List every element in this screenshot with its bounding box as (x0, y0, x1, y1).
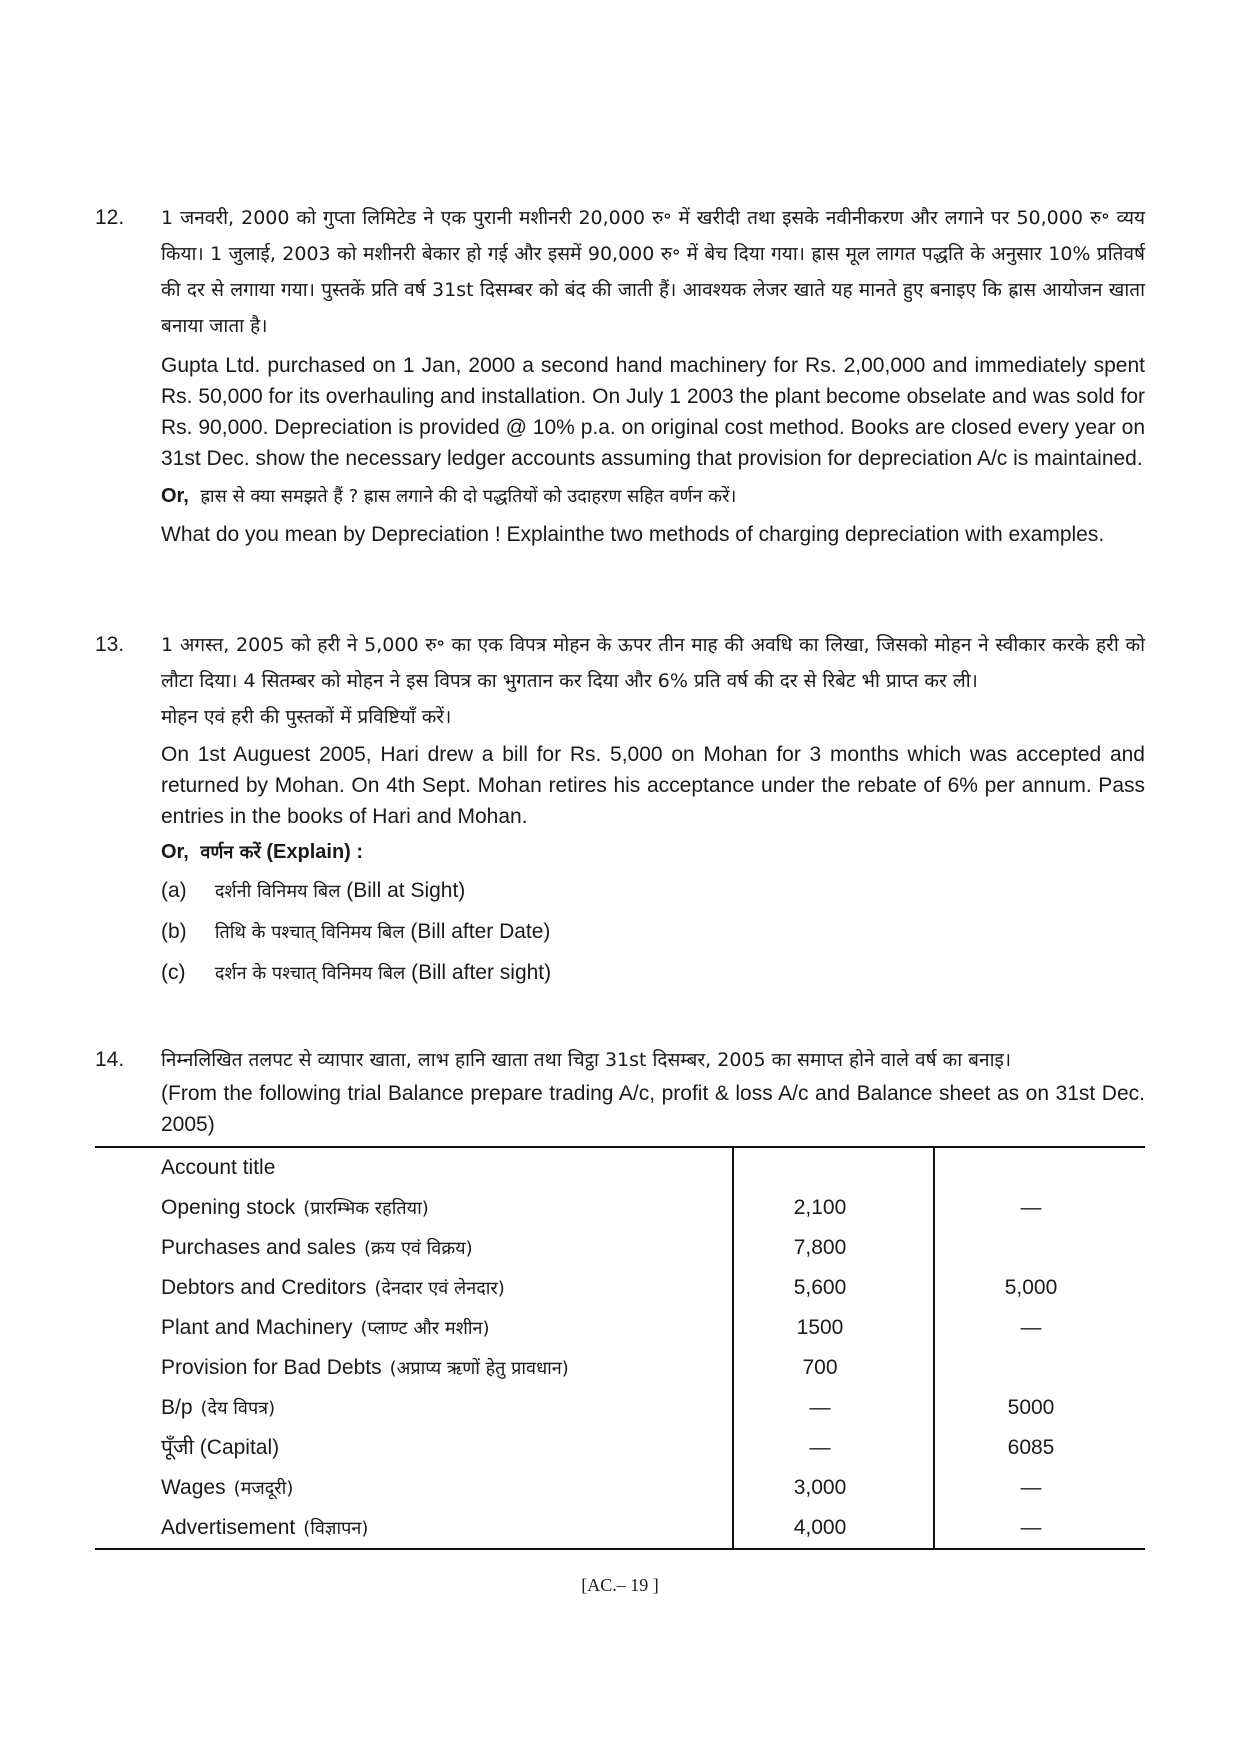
question-number: 12. (95, 206, 125, 229)
debit-cell: 2,100 (793, 1196, 847, 1219)
sub-item-hindi: दर्शन के पश्चात् विनिमय बिल (214, 963, 406, 984)
sub-item-a (161, 871, 1145, 912)
credit-cell: — (1020, 1316, 1042, 1339)
account-title: पूँजी (Capital) (161, 1436, 280, 1459)
account-title-cell (161, 1468, 293, 1509)
question-number: 14. (95, 1048, 125, 1071)
question-14 (95, 1042, 1145, 1140)
debit-cell: 4,000 (793, 1516, 847, 1539)
credit-cell: 5000 (1007, 1396, 1055, 1419)
sub-item-english: (Bill after sight) (411, 961, 552, 984)
account-title-cell (161, 1228, 473, 1269)
debit-cell: 5,600 (793, 1276, 847, 1299)
debit-cell: — (809, 1396, 831, 1419)
account-title: Plant and Machinery (161, 1316, 353, 1339)
account-title-cell (161, 1508, 368, 1549)
question-hindi-text: 1 अगस्त, 2005 को हरी ने 5,000 रु॰ का एक विपत्र मोहन के ऊपर तीन माह की अवधि का लिखा, जिसको मोहन ने स्वीकार करके हरी को लौटा दिया। 4 सितम्बर को मोहन ने इस विपत्र का भुगतान कर दिया और 6% प्रति वर्ष की दर से रिबेट भी प्राप्त कर ली। (161, 634, 1145, 692)
or-alternative (161, 834, 1145, 871)
debit-cell: 3,000 (793, 1476, 847, 1499)
debit-cell: — (809, 1436, 831, 1459)
account-title-hindi: (देनदार एवं लेनदार) (374, 1278, 505, 1299)
table-row (95, 1308, 1145, 1348)
account-title-cell (161, 1268, 505, 1309)
question-english-text: On 1st Auguest 2005, Hari drew a bill for Rs. 5,000 on Mohan for 3 months which was accepted and returned by Mohan. On 4th Sept. Mohan retires his acceptance under the rebate of 6% per annum. Pass entries in the books of Hari and Mohan. (161, 743, 1145, 828)
or-english-text: What do you mean by Depreciation ! Explainthe two methods of charging depreciation with examples. (161, 523, 1105, 546)
or-english-text: (Explain) : (266, 841, 364, 863)
or-alternative (161, 478, 1145, 515)
question-english-text: Gupta Ltd. purchased on 1 Jan, 2000 a second hand machinery for Rs. 2,00,000 and immediately spent Rs. 50,000 for its overhauling and installation. On July 1 2003 the plant become obselate and was sold for Rs. 90,000. Depreciation is provided @ 10% p.a. on original cost method. Books are closed every year on 31st Dec. show the necessary ledger accounts assuming that provision for depreciation A/c is maintained. (161, 354, 1145, 470)
sub-item-label: (a) (161, 879, 187, 902)
question-number: 13. (95, 633, 125, 656)
account-title-header: Account title (161, 1156, 276, 1179)
question-hindi-text: 1 जनवरी, 2000 को गुप्ता लिमिटेड ने एक पुरानी मशीनरी 20,000 रु॰ में खरीदी तथा इसके नवीनीकरण और लगाने पर 50,000 रु॰ व्यय किया। 1 जुलाई, 2003 को मशीनरी बेकार हो गई और इसमें 90,000 रु॰ में बेच दिया गया। ह्रास मूल लागत पद्धति के अनुसार 10% प्रतिवर्ष की दर से लगाया गया। पुस्तकें प्रति वर्ष 31st दिसम्बर को बंद की जाती हैं। आवश्यक लेजर खाते यह मानते हुए बनाइए कि ह्रास आयोजन खाता बनाया जाता है। (161, 207, 1145, 337)
question-13 (95, 627, 1145, 994)
account-title: Debtors and Creditors (161, 1276, 367, 1299)
or-hindi-text: ह्रास से क्या समझते हैं ? ह्रास लगाने की दो पद्धतियों को उदाहरण सहित वर्णन करें। (200, 486, 737, 507)
sub-item-label: (c) (161, 961, 186, 984)
page-footer: [AC.– 19 ] (581, 1575, 659, 1595)
sub-item-c (161, 953, 1145, 994)
trial-balance-table (95, 1146, 1145, 1550)
credit-cell: 5,000 (1004, 1276, 1058, 1299)
sub-item-b (161, 912, 1145, 953)
question-hindi-instruction: मोहन एवं हरी की पुस्तकों में प्रविष्टियाँ करें। (161, 706, 452, 728)
or-label: Or, (161, 841, 189, 863)
table-row (95, 1428, 1145, 1468)
account-title-cell (161, 1348, 569, 1389)
table-row (95, 1348, 1145, 1388)
account-title: Opening stock (161, 1196, 296, 1219)
account-title-cell (161, 1188, 429, 1229)
credit-cell: 6085 (1007, 1436, 1055, 1459)
account-title: B/p (161, 1396, 193, 1419)
account-title: Purchases and sales (161, 1236, 356, 1259)
account-title-hindi: (प्रारम्भिक रहतिया) (303, 1198, 429, 1219)
question-12 (95, 200, 1145, 550)
sub-item-english: (Bill at Sight) (346, 879, 466, 902)
credit-cell: — (1020, 1196, 1042, 1219)
table-row (95, 1228, 1145, 1268)
account-title-hindi: (देय विपत्र) (200, 1398, 276, 1419)
question-hindi-text: निम्नलिखित तलपट से व्यापार खाता, लाभ हानि खाता तथा चिट्ठा 31st दिसम्बर, 2005 का समाप्त होने वाले वर्ष का बनाइ। (161, 1049, 1012, 1071)
table-row (95, 1268, 1145, 1308)
sub-item-hindi: दर्शनी विनिमय बिल (214, 881, 341, 902)
debit-cell: 7,800 (793, 1236, 847, 1259)
table-row (95, 1188, 1145, 1228)
question-english-text: (From the following trial Balance prepare trading A/c, profit & loss A/c and Balance sheet as on 31st Dec. 2005) (161, 1082, 1145, 1136)
account-title-hindi: (अप्राप्य ऋणों हेतु प्रावधान) (389, 1358, 569, 1379)
credit-cell: — (1020, 1516, 1042, 1539)
sub-item-hindi: तिथि के पश्चात् विनिमय बिल (214, 922, 405, 943)
sub-item-english: (Bill after Date) (410, 920, 551, 943)
or-label: Or, (161, 485, 189, 507)
account-title-cell (161, 1308, 490, 1349)
account-title-hindi: (प्लाण्ट और मशीन) (360, 1318, 490, 1339)
table-row (95, 1468, 1145, 1508)
account-title: Wages (161, 1476, 226, 1499)
account-title-cell (161, 1428, 287, 1469)
account-title-hindi: (मजदूरी) (233, 1478, 294, 1499)
debit-cell: 1500 (796, 1316, 844, 1339)
or-hindi-text: वर्णन करें (200, 842, 261, 863)
account-title-hindi: (क्रय एवं विक्रय) (363, 1238, 473, 1259)
account-title-cell (161, 1388, 275, 1429)
table-row (95, 1508, 1145, 1548)
account-title-hindi: (विज्ञापन) (303, 1518, 369, 1539)
table-header-row (95, 1148, 1145, 1188)
debit-cell: 700 (802, 1356, 838, 1379)
credit-cell: — (1020, 1476, 1042, 1499)
sub-item-label: (b) (161, 920, 187, 943)
table-row (95, 1388, 1145, 1428)
account-title: Advertisement (161, 1516, 296, 1539)
account-title: Provision for Bad Debts (161, 1356, 382, 1379)
